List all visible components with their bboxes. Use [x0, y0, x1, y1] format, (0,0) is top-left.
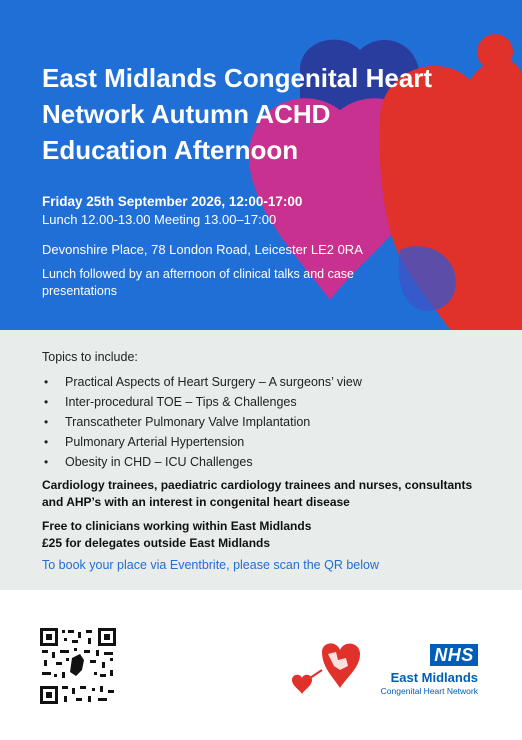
- topics-list: [42, 372, 482, 472]
- hero-banner: [0, 0, 522, 330]
- target-audience: Cardiology trainees, paediatric cardiology trainees and nurses, consultants and AHP’s with an interest in congenital heart disease: [42, 478, 473, 509]
- topic-item: • Transcatheter Pulmonary Valve Implantation: [42, 412, 482, 432]
- pricing-line-1: Free to clinicians working within East Midlands: [42, 519, 312, 533]
- bullet-icon: •: [44, 435, 49, 449]
- details-panel: [0, 330, 522, 590]
- pricing-line-2: £25 for delegates outside East Midlands: [42, 536, 271, 550]
- bullet-icon: •: [44, 395, 49, 409]
- nhs-logo: NHS: [430, 644, 478, 666]
- event-venue: Devonshire Place, 78 London Road, Leicester LE2 0RA: [42, 242, 363, 257]
- event-date: Friday 25th September 2026, 12:00-17:00: [42, 194, 303, 209]
- pricing-info: [42, 518, 482, 552]
- booking-instructions: To book your place via Eventbrite, please scan the QR below: [42, 558, 379, 572]
- topic-item: • Inter-procedural TOE – Tips & Challenges: [42, 392, 482, 412]
- event-description: Lunch followed by an afternoon of clinical talks and case presentations: [42, 267, 354, 298]
- topic-item: • Pulmonary Arterial Hypertension: [42, 432, 482, 452]
- topic-item: • Obesity in CHD – ICU Challenges: [42, 452, 482, 472]
- nhs-region-name: East Midlands: [390, 670, 478, 685]
- footer: [0, 590, 522, 740]
- qr-code-icon[interactable]: [40, 628, 116, 704]
- bullet-icon: •: [44, 415, 49, 429]
- event-title: East Midlands Congenital Heart Network Autumn ACHD Education Afternoon: [42, 63, 433, 165]
- nhs-network-name: Congenital Heart Network: [380, 686, 478, 696]
- bullet-icon: •: [44, 455, 49, 469]
- topics-heading: Topics to include:: [42, 350, 138, 364]
- event-schedule: Lunch 12.00-13.00 Meeting 13.00–17:00: [42, 212, 277, 227]
- topic-item: • Practical Aspects of Heart Surgery – A surgeons’ view: [42, 372, 482, 392]
- bullet-icon: •: [44, 375, 49, 389]
